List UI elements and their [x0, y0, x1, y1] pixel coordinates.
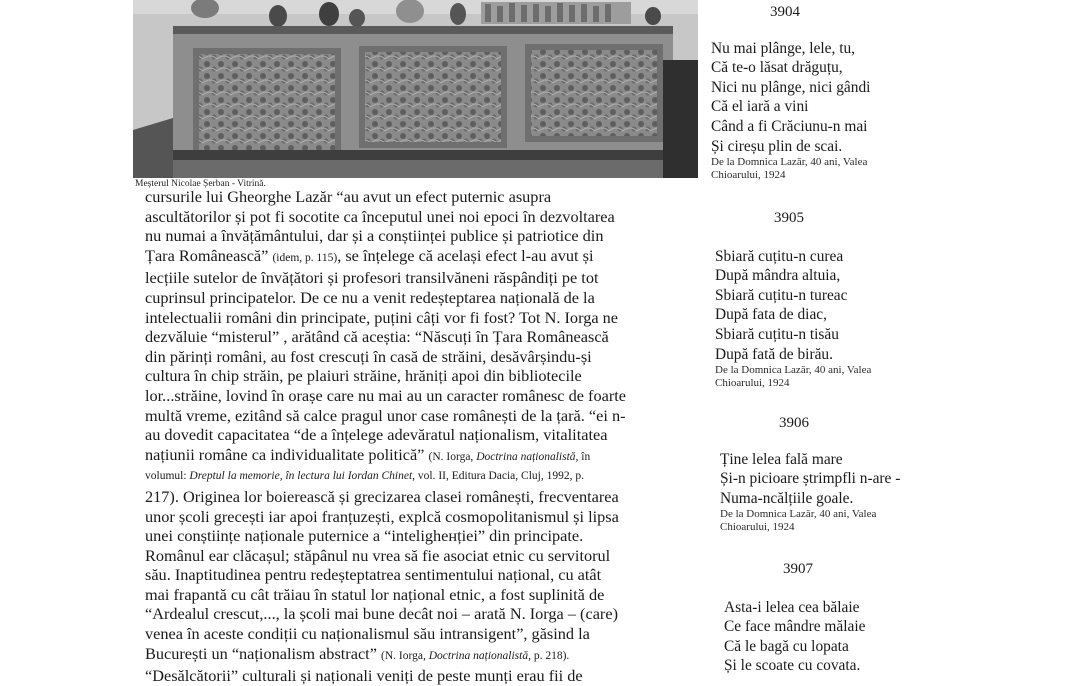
- text-line: unei conștiințe naționale puternice a “inteligheнției” din principate.: [145, 526, 584, 546]
- text-line: Românul ear clăcașul; stăpânul nu vrea să fie asociat etnic cu servitorul: [145, 545, 611, 565]
- poem-number: 3906: [779, 415, 809, 431]
- text-line: națiunii române ca individualitate politică” (N. Iorga, Doctrina naționalistă, în: [145, 444, 591, 464]
- citation-line: volumul: Dreptul la memorie, în lectura lui Iordan Chinet, vol. II, Editura Dacia, Cluj, 1992, p.: [145, 470, 584, 483]
- poem-3905: [715, 209, 871, 390]
- text-line: lor...străine, lovind în orașe care nu mai au un caracter românesc de foarte: [145, 385, 626, 405]
- citation: (idem, p. 115): [272, 251, 338, 264]
- poem-verse: Și-n picioare ștrimpfli n-are -: [720, 470, 901, 488]
- text-line: cuprinsul principatelor. De ce nu a venit redeșteptarea națională de la: [145, 287, 595, 307]
- poem-verse: Nu mai plânge, lele, tu,: [711, 39, 856, 57]
- poem-verse: Când a fi Crăciunu-n mai: [711, 117, 868, 135]
- poem-verse: Că le bagă cu lopata: [724, 637, 849, 655]
- poem-3906: [720, 414, 900, 534]
- poem-verse: Sbiară cuțitu-n tureac: [715, 286, 848, 304]
- citation: (N. Iorga, Doctrina naționalistă, p. 218).: [381, 649, 570, 662]
- poem-verse: După fata de diac,: [715, 306, 827, 324]
- poem-3904: [711, 3, 870, 182]
- main-text-column: [145, 187, 685, 686]
- text-line: dezvăluie “misterul” , arătând că aceștia: “Născuți în Țara Românească: [145, 327, 609, 347]
- poem-number: 3905: [774, 210, 804, 226]
- poem-verse: Asta-i lelea cea bălaie: [724, 598, 860, 616]
- text-line: ascultătorilor și pot fi socotite ca începutul unei noi epoci în dezvoltarea: [145, 206, 615, 226]
- text-line: din părinți români, au fost crescuți în casă de străini, desăvârșindu-și: [145, 346, 592, 366]
- poem-source: De la Domnica Lazăr, 40 ani, Valea: [715, 364, 872, 377]
- poem-number: 3907: [783, 561, 813, 577]
- text-line: venea în aceste condiții cu naționalismul său intransigent”, găsind la: [145, 624, 590, 644]
- text-line: unor școli grecești iar apoi franțuzești, explcă cosmopolitanismul și lipsa: [145, 506, 619, 526]
- text-line: Țara Românească” (idem, p. 115), se înțelege că același efect l-au avut și: [145, 245, 594, 265]
- text-line: său. Inaptitudinea pentru redeșteptatrea sentimentului național, cu atât: [145, 565, 602, 585]
- poem-source: De la Domnica Lazăr, 40 ani, Valea: [711, 156, 868, 169]
- poem-verse: Și cireșu plin de scai.: [711, 137, 843, 155]
- poem-3907: [724, 560, 865, 676]
- poem-source: Chioarului, 1924: [711, 169, 786, 182]
- poem-source: Chioarului, 1924: [720, 521, 795, 534]
- citation: (N. Iorga, Doctrina naționalistă, în: [428, 450, 591, 463]
- text-line: nu numai a învățământului, dar și a conștiinței publice și patriotice din: [145, 226, 604, 246]
- poem-verse: Numa-ncălțiile goale.: [720, 489, 854, 507]
- poem-verse: După fată de birău.: [715, 345, 833, 363]
- text-line: lecțiile sutelor de învățători și profesori transilvăneni răspândiți pe tot: [145, 268, 599, 288]
- text-line: au dovedit capacitatea “de a înțelege adevăratul naționalism, vitalitatea: [145, 425, 608, 445]
- text-line: București un “naționalism abstract” (N. Iorga, Doctrina naționalistă, p. 218).: [145, 643, 570, 663]
- poem-verse: Ține lelea fală mare: [720, 450, 843, 468]
- poem-verse: Și le scoate cu covata.: [724, 657, 861, 675]
- text-line: “Ardealul crescut,..., la școli mai bune decât noi – arată N. Iorga – (care): [145, 604, 618, 624]
- text-line: 217). Originea lor boierească și grecizarea clasei românești, frecventarea: [145, 486, 619, 506]
- text-line: intelectualii români din principate, puțini câți vor fi fost? Tot N. Iorga ne: [145, 307, 618, 327]
- poem-source: Chioarului, 1924: [715, 377, 790, 390]
- poem-verse: După mândra altuia,: [715, 267, 841, 285]
- poem-verse: Că te-o lăsat drăguțu,: [711, 59, 843, 77]
- cabinet-photo: [133, 0, 698, 178]
- poem-verse: Ce face mândre mălaie: [724, 618, 866, 636]
- photo-caption: Meșterul Nicolae Șerban - Vitrină.: [135, 179, 266, 189]
- poem-verse: Sbiară cuțitu-n curea: [715, 247, 844, 265]
- poem-verse: Că el iară a vini: [711, 98, 809, 116]
- text-line: multă vreme, ezitând să calce pragul unor case românești de la țară. “ei n-: [145, 405, 626, 425]
- text-line: cursurile lui Gheorghe Lazăr “au avut un efect puternic asupra: [145, 187, 552, 206]
- poem-verse: Nici nu plânge, nici gândi: [711, 78, 871, 96]
- text-line: cultura în chip străin, pe plaiuri străine, hrăniți apoi din bibliotecile: [145, 366, 582, 386]
- text-line: “Desălcătorii” culturali și naționali veniți de peste munți erau fii de: [145, 666, 583, 686]
- poem-source: De la Domnica Lazăr, 40 ani, Valea: [720, 508, 877, 521]
- text-line: mai frapantă cu cât trăiau în statul lor național etnic, a fost suplinită de: [145, 584, 605, 604]
- poem-verse: Sbiară cuțitu-n tisău: [715, 325, 839, 343]
- poem-number: 3904: [770, 4, 800, 20]
